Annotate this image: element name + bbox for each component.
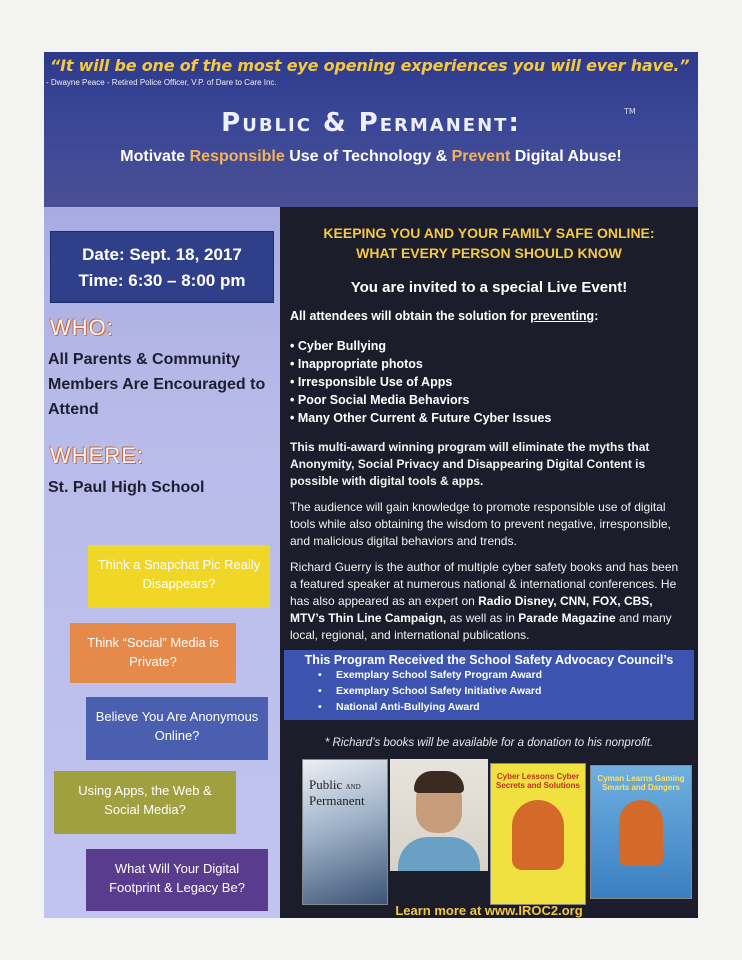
event-subtitle [44, 148, 698, 166]
question-box-snapchat: Think a Snapchat Pic Really Disappears? [88, 545, 270, 608]
attendees-intro [290, 309, 690, 323]
header-banner [44, 52, 698, 207]
bio-magazine: Parade Magazine [518, 611, 616, 625]
book1-title-line-2: Permanent [309, 793, 365, 808]
book-cover-cyber-lessons [490, 763, 586, 905]
program-description: This multi-award winning program will eliminate the myths that Anonymity, Social Privacy and Disappearing Digital Content is possible with digital tools & apps. [290, 440, 650, 488]
awards-list [318, 667, 686, 715]
right-column [280, 207, 698, 918]
learn-more-link[interactable]: Learn more at www.IROC2.org [395, 903, 583, 918]
date-time-box [50, 231, 274, 303]
event-time: Time: 6:30 – 8:00 pm [78, 271, 246, 290]
subtitle-highlight: Prevent [451, 148, 511, 165]
who-text: All Parents & Community Members Are Encouraged to Attend [48, 351, 266, 418]
bio-text: as well as in [446, 611, 519, 625]
fox-illustration [512, 800, 564, 870]
subtitle-highlight: Responsible [189, 148, 285, 165]
question-box-apps: Using Apps, the Web & Social Media? [54, 771, 236, 834]
headline-line-2: WHAT EVERY PERSON SHOULD KNOW [356, 245, 622, 261]
books-note: * Richard’s books will be available for a donation to his nonprofit. [324, 737, 654, 749]
attend-underlined: preventing [530, 309, 595, 323]
photo-shirt [398, 837, 480, 871]
subtitle-part: Digital Abuse! [510, 148, 622, 165]
subtitle-part: Motivate [120, 148, 190, 165]
event-date: Date: Sept. 18, 2017 [82, 245, 242, 264]
who-label: WHO: [50, 315, 114, 340]
where-label: WHERE: [50, 443, 144, 468]
section-headline [280, 223, 698, 263]
book1-title-line-1: Public [309, 777, 343, 792]
book1-title-and: AND [345, 783, 361, 791]
speaker-photo [390, 759, 488, 871]
attend-suffix: : [594, 309, 599, 323]
audience-description: The audience will gain knowledge to promote responsible use of digital tools while also obtaining the wisdom to prevent negative, irresponsible, and malicious digital behaviors and trends. [290, 500, 671, 548]
left-column [44, 207, 280, 918]
book3-title: Cyber Lessons Cyber Secrets and Solutions [495, 772, 581, 790]
subtitle-part: Use of Technology & [284, 148, 452, 165]
question-box-footprint: What Will Your Digital Footprint & Legacy Be? [86, 849, 268, 911]
list-item: • Irresponsible Use of Apps [290, 373, 690, 391]
invite-text: You are invited to a special Live Event! [350, 279, 628, 296]
question-box-anonymous: Believe You Are Anonymous Online? [86, 697, 268, 760]
where-text: St. Paul High School [48, 479, 205, 496]
question-box-social: Think “Social” Media is Private? [70, 623, 236, 683]
list-item: • Inappropriate photos [290, 355, 690, 373]
headline-line-1: KEEPING YOU AND YOUR FAMILY SAFE ONLINE: [323, 225, 655, 241]
list-item: • Poor Social Media Behaviors [290, 391, 690, 409]
awards-title: This Program Received the School Safety Advocacy Council’s [304, 653, 674, 667]
list-item: • Many Other Current & Future Cyber Issues [290, 409, 690, 427]
photo-hair [414, 771, 464, 793]
bio-media: Radio Disney, CNN, FOX, CBS, MTV’s Thin Line Campaign, [290, 594, 653, 625]
event-title [44, 108, 698, 138]
flyer [44, 52, 698, 918]
attend-prefix: All attendees will obtain the solution for [290, 309, 531, 323]
bio-text: and many local, regional, and international publications. [290, 611, 672, 642]
book4-title: Cyman Learns Gaming Smarts and Dangers [597, 774, 685, 792]
list-item: • Exemplary School Safety Initiative Award [318, 683, 686, 699]
list-item: • Exemplary School Safety Program Award [318, 667, 686, 683]
fox-illustration [619, 800, 663, 866]
speaker-bio [290, 559, 686, 644]
trademark-mark: TM [624, 107, 636, 116]
list-item: • National Anti-Bullying Award [318, 699, 686, 715]
quote-author: - Dwayne Peace - Retired Police Officer, V.P. of Dare to Care Inc. [46, 78, 277, 87]
book-cover-public-permanent [302, 759, 388, 905]
book-cover-cyman-gaming [590, 765, 692, 899]
event-title-text: Public & Permanent [221, 108, 509, 138]
awards-box [284, 650, 694, 720]
testimonial-quote: “It will be one of the most eye opening experiences you will ever have.” [50, 56, 690, 75]
event-title-colon: : [508, 108, 521, 138]
bio-text: Richard Guerry is the author of multiple cyber safety books and has been a featured speaker at numerous national & international conferences. He has also appeared as an expert on [290, 560, 679, 608]
topics-list [290, 337, 690, 427]
list-item: • Cyber Bullying [290, 337, 690, 355]
